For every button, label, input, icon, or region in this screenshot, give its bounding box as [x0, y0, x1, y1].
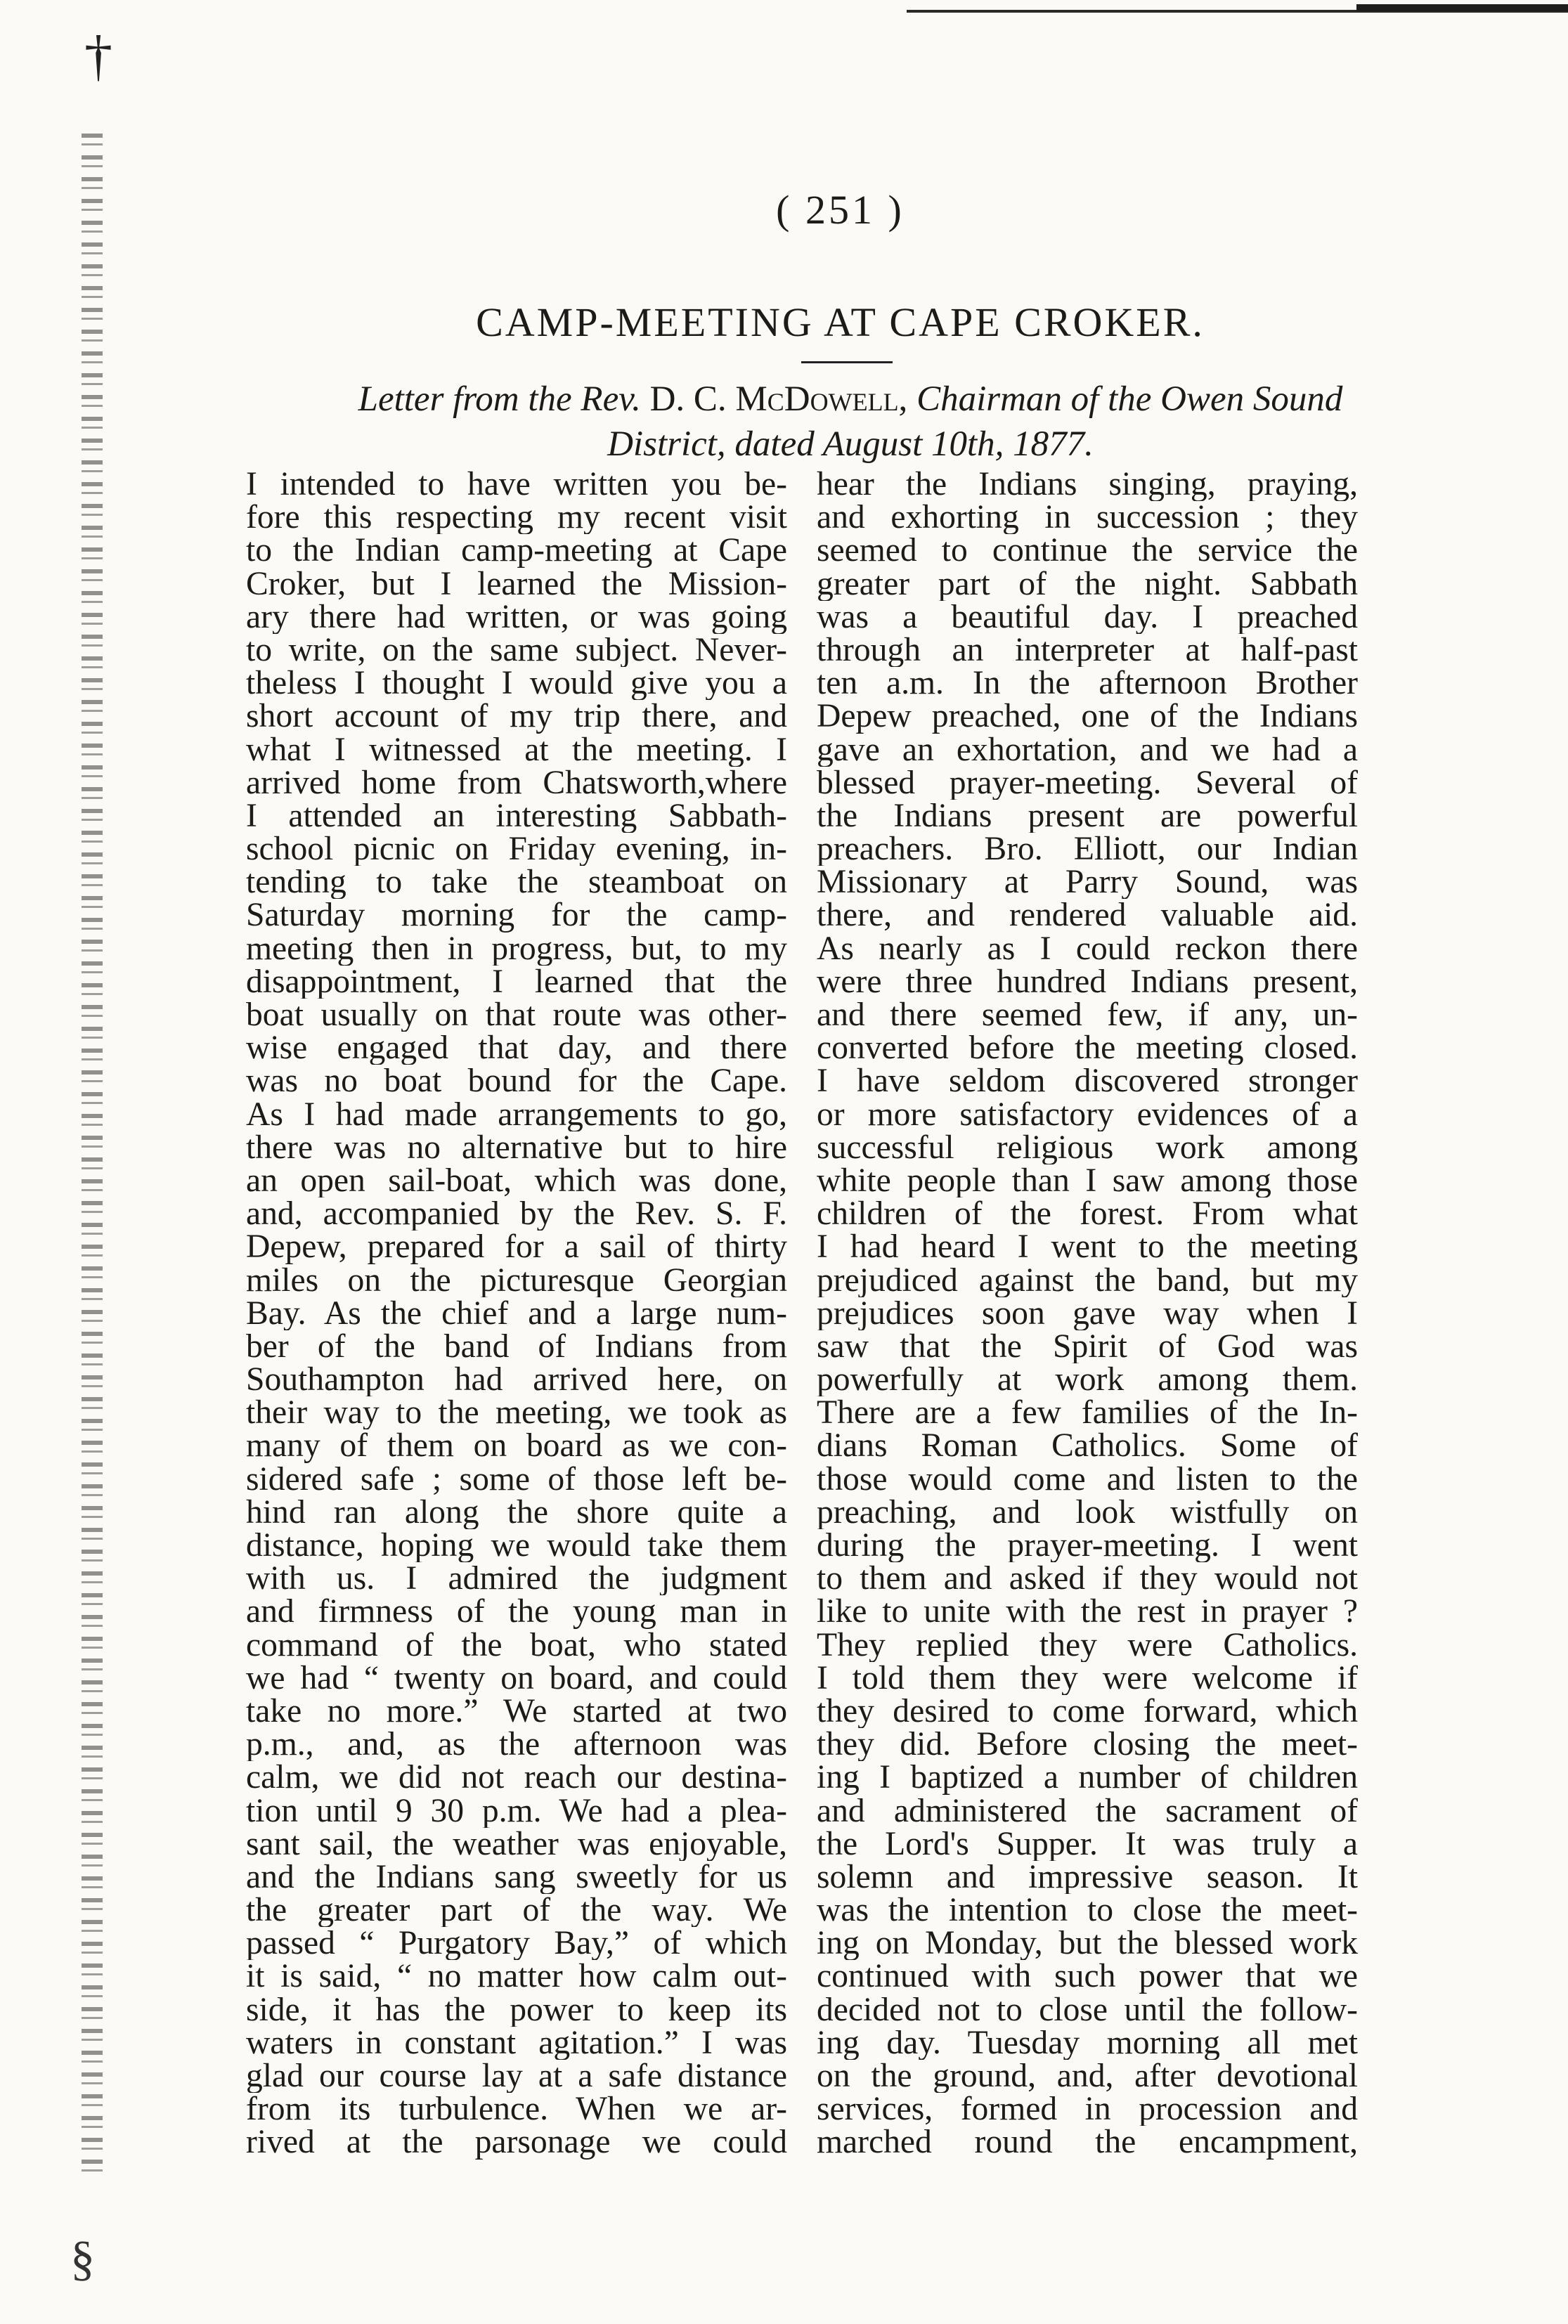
text-line: what I witnessed at the meeting. I: [246, 733, 787, 767]
text-line: it is said, “ no matter how calm out-: [246, 1960, 787, 1994]
text-line: like to unite with the rest in prayer ?: [817, 1595, 1358, 1629]
text-line: fore this respecting my recent visit: [246, 501, 787, 535]
text-line: Croker, but I learned the Mission-: [246, 567, 787, 601]
text-line: I intended to have written you be-: [246, 468, 787, 502]
binding-mark-top: †: [84, 25, 112, 87]
text-line: many of them on board as we con-: [246, 1429, 787, 1463]
text-line: there, and rendered valuable aid.: [817, 899, 1358, 933]
text-line: I told them they were welcome if: [817, 1661, 1358, 1695]
title-divider: [801, 361, 893, 363]
text-line: preaching, and look wistfully on: [817, 1495, 1358, 1529]
text-line: greater part of the night. Sabbath: [817, 567, 1358, 601]
page-number: ( 251 ): [776, 187, 905, 233]
text-line: Depew preached, one of the Indians: [817, 700, 1358, 734]
text-line: was the intention to close the meet-: [817, 1894, 1358, 1928]
text-line: I attended an interesting Sabbath-: [246, 799, 787, 833]
text-line: seemed to continue the service the: [817, 534, 1358, 568]
top-edge-bar: [1356, 4, 1568, 11]
text-line: arrived home from Chatsworth,where: [246, 766, 787, 800]
subtitle-author-name: D. C. McDowell,: [649, 379, 908, 419]
text-line: children of the forest. From what: [817, 1197, 1358, 1231]
text-line: I have seldom discovered stronger: [817, 1065, 1358, 1098]
text-line: preachers. Bro. Elliott, our Indian: [817, 833, 1358, 866]
text-line: from its turbulence. When we ar-: [246, 2093, 787, 2127]
text-line: miles on the picturesque Georgian: [246, 1264, 787, 1297]
text-line: through an interpreter at half-past: [817, 633, 1358, 668]
text-line: and, accompanied by the Rev. S. F.: [246, 1197, 787, 1231]
text-line: to them and asked if they would not: [817, 1562, 1358, 1596]
text-line: decided not to close until the follow-: [817, 1993, 1358, 2027]
text-line: was a beautiful day. I preached: [817, 600, 1358, 634]
text-line: ber of the band of Indians from: [246, 1330, 787, 1364]
text-line: those would come and listen to the: [817, 1462, 1358, 1496]
text-line: their way to the meeting, we took as: [246, 1396, 787, 1430]
text-line: hear the Indians singing, praying,: [817, 468, 1358, 502]
left-text-column: [246, 468, 787, 2160]
text-line: the Indians present are powerful: [817, 799, 1358, 833]
text-line: prejudiced against the band, but my: [817, 1264, 1358, 1297]
text-line: tion until 9 30 p.m. We had a plea-: [246, 1794, 787, 1828]
text-line: Depew, prepared for a sail of thirty: [246, 1231, 787, 1264]
text-line: passed “ Purgatory Bay,” of which: [246, 1927, 787, 1961]
text-line: powerfully at work among them.: [817, 1363, 1358, 1397]
text-line: and exhorting in succession ; they: [817, 501, 1358, 535]
text-line: converted before the meeting closed.: [817, 1032, 1358, 1065]
article-title: CAMP-MEETING AT CAPE CROKER.: [476, 299, 1205, 345]
right-text-column: [817, 468, 1358, 2160]
text-line: saw that the Spirit of God was: [817, 1330, 1358, 1364]
text-line: As nearly as I could reckon there: [817, 932, 1358, 966]
subtitle-line2: District, dated August 10th, 1877.: [607, 424, 1094, 464]
text-line: tending to take the steamboat on: [246, 866, 787, 900]
text-line: the greater part of the way. We: [246, 1894, 787, 1928]
text-line: successful religious work among: [817, 1131, 1358, 1164]
text-line: rived at the parsonage we could: [246, 2126, 787, 2160]
text-line: ing on Monday, but the blessed work: [817, 1927, 1358, 1961]
text-line: dians Roman Catholics. Some of: [817, 1429, 1358, 1463]
text-line: meeting then in progress, but, to my: [246, 932, 787, 966]
text-line: and there seemed few, if any, un-: [817, 999, 1358, 1032]
text-line: with us. I admired the judgment: [246, 1562, 787, 1596]
text-line: calm, we did not reach our destina-: [246, 1761, 787, 1795]
text-line: or more satisfactory evidences of a: [817, 1098, 1358, 1131]
text-line: blessed prayer-meeting. Several of: [817, 766, 1358, 800]
text-line: services, formed in procession and: [817, 2093, 1358, 2127]
text-line: we had “ twenty on board, and could: [246, 1661, 787, 1695]
page-binding-edge: [82, 134, 103, 2172]
text-line: I had heard I went to the meeting: [817, 1231, 1358, 1264]
text-line: during the prayer-meeting. I went: [817, 1529, 1358, 1563]
text-line: ary there had written, or was going: [246, 600, 787, 634]
text-line: and administered the sacrament of: [817, 1794, 1358, 1828]
text-line: to write, on the same subject. Never-: [246, 633, 787, 668]
subtitle-suffix: Chairman of the Owen Sound: [916, 379, 1343, 419]
text-line: marched round the encampment,: [817, 2126, 1358, 2160]
text-line: ten a.m. In the afternoon Brother: [817, 667, 1358, 701]
text-line: solemn and impressive season. It: [817, 1860, 1358, 1895]
text-line: sidered safe ; some of those left be-: [246, 1462, 787, 1496]
subtitle-prefix: Letter from the Rev.: [358, 379, 641, 419]
article-subtitle: [232, 377, 1469, 467]
text-line: white people than I saw among those: [817, 1164, 1358, 1198]
text-line: command of the boat, who stated: [246, 1628, 787, 1662]
text-line: continued with such power that we: [817, 1960, 1358, 1994]
text-line: ing I baptized a number of children: [817, 1761, 1358, 1795]
text-line: they desired to come forward, which: [817, 1694, 1358, 1729]
text-line: school picnic on Friday evening, in-: [246, 833, 787, 866]
text-line: As I had made arrangements to go,: [246, 1098, 787, 1131]
text-line: boat usually on that route was other-: [246, 999, 787, 1032]
text-line: Saturday morning for the camp-: [246, 899, 787, 933]
text-line: the Lord's Supper. It was truly a: [817, 1827, 1358, 1861]
text-line: an open sail-boat, which was done,: [246, 1164, 787, 1198]
text-line: theless I thought I would give you a: [246, 667, 787, 701]
text-line: p.m., and, as the afternoon was: [246, 1728, 787, 1762]
text-line: prejudices soon gave way when I: [817, 1297, 1358, 1330]
text-line: they did. Before closing the meet-: [817, 1728, 1358, 1762]
subtitle-line1: [358, 379, 1343, 419]
text-line: glad our course lay at a safe distance: [246, 2060, 787, 2093]
text-line: There are a few families of the In-: [817, 1396, 1358, 1430]
text-line: gave an exhortation, and we had a: [817, 733, 1358, 767]
text-line: Southampton had arrived here, on: [246, 1363, 787, 1397]
text-line: sant sail, the weather was enjoyable,: [246, 1827, 787, 1861]
text-line: wise engaged that day, and there: [246, 1032, 787, 1065]
text-line: on the ground, and, after devotional: [817, 2060, 1358, 2093]
text-line: hind ran along the shore quite a: [246, 1495, 787, 1529]
text-line: was no boat bound for the Cape.: [246, 1065, 787, 1098]
text-line: waters in constant agitation.” I was: [246, 2026, 787, 2060]
text-line: were three hundred Indians present,: [817, 965, 1358, 999]
text-line: and firmness of the young man in: [246, 1595, 787, 1629]
binding-mark-bottom: §: [70, 2232, 95, 2286]
text-line: disappointment, I learned that the: [246, 965, 787, 999]
text-line: side, it has the power to keep its: [246, 1993, 787, 2027]
text-line: Bay. As the chief and a large num-: [246, 1297, 787, 1330]
text-line: Missionary at Parry Sound, was: [817, 866, 1358, 900]
text-line: there was no alternative but to hire: [246, 1131, 787, 1164]
text-line: They replied they were Catholics.: [817, 1628, 1358, 1662]
text-line: to the Indian camp-meeting at Cape: [246, 534, 787, 568]
text-line: distance, hoping we would take them: [246, 1529, 787, 1563]
text-line: short account of my trip there, and: [246, 700, 787, 734]
text-line: and the Indians sang sweetly for us: [246, 1860, 787, 1895]
text-line: ing day. Tuesday morning all met: [817, 2026, 1358, 2060]
text-line: take no more.” We started at two: [246, 1694, 787, 1729]
